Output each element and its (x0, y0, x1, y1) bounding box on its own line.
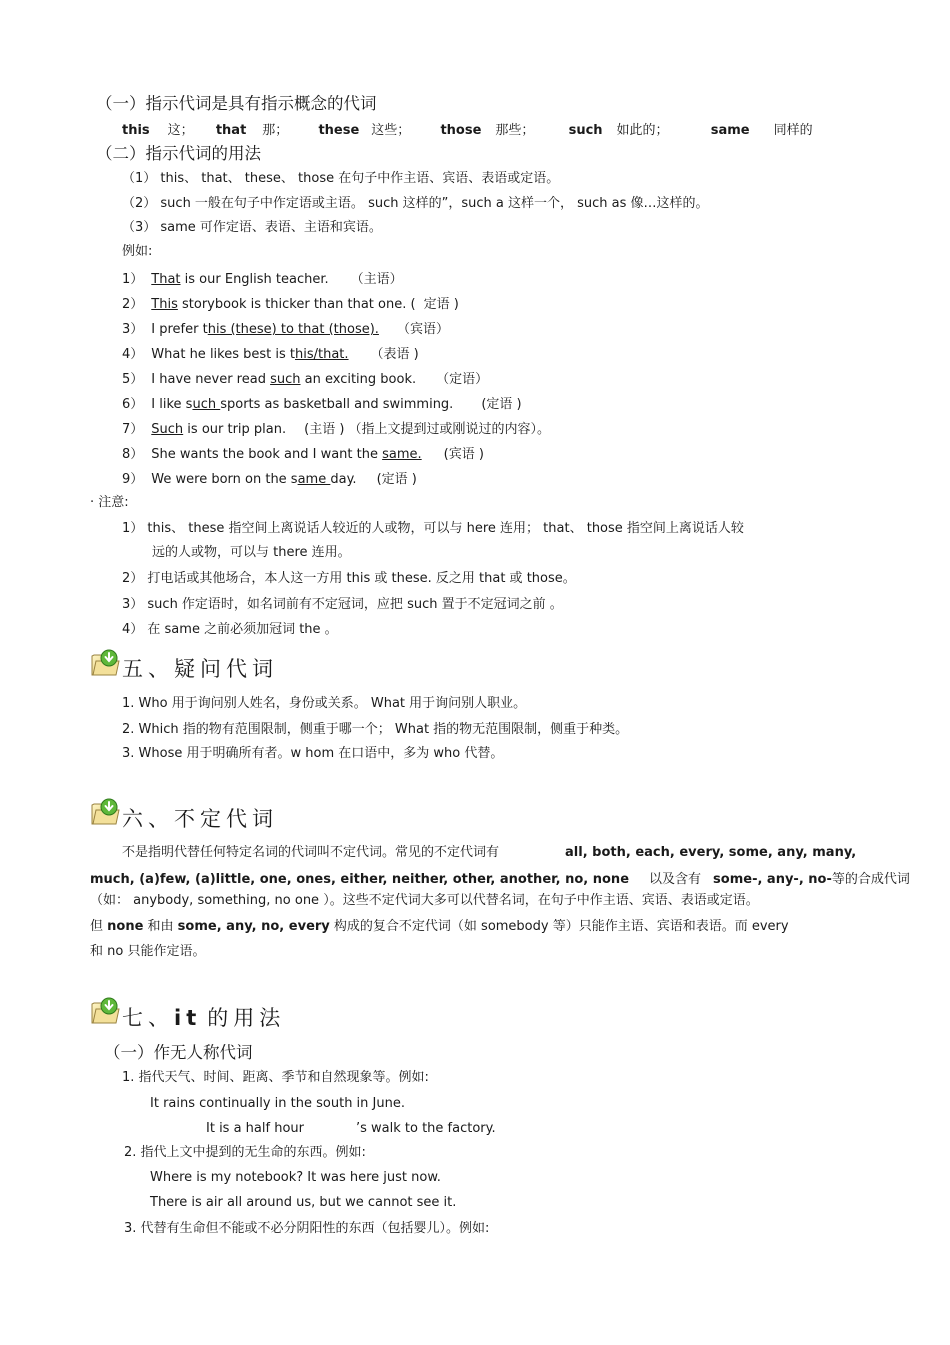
meaning: 同样的 (773, 123, 813, 138)
note-line: 1） this、 these 指空间上离说话人较近的人或物，可以与 here 连用； that、 those 指空间上离说话人较 (122, 521, 744, 536)
example-sentence: 5） I have never read such an exciting book. （定语） (122, 372, 489, 387)
note-line: 2） 打电话或其他场合，本人这一方用 this 或 these. 反之用 that 或 those。 (122, 571, 576, 586)
example-sentence: 9） We were born on the same day. (定语 ) (122, 472, 417, 487)
example-sentence: It rains continually in the south in June. (150, 1096, 405, 1111)
example-sentence: 7） Such is our trip plan. (主语 ) （指上文提到过或刚说过的内容）。 (122, 422, 551, 437)
paragraph-line: （如： anybody, something, no one ）。这些不定代词大多可以代替名词，在句子中作主语、宾语、表语或定语。 (90, 893, 759, 908)
note-line: 3） such 作定语时，如名词前有不定冠词，应把 such 置于不定冠词之前 。 (122, 597, 563, 612)
example-sentence: There is air all around us, but we cannot see it. (150, 1195, 457, 1210)
example-sentence: 2） This storybook is thicker than that one. ( 定语 ) (122, 297, 459, 312)
example-sentence: 4） What he likes best is this/that. （表语 ) (122, 347, 419, 362)
example-sentence: Where is my notebook? It was here just now. (150, 1170, 441, 1185)
usage-line: （2） such 一般在句子中作定语或主语。 such 这样的”，such a 这样一个， such as 像…这样的。 (122, 196, 709, 211)
usage-line: （3） same 可作定语、表语、主语和宾语。 (122, 220, 382, 235)
section-2-title: （二）指示代词的用法 (96, 144, 261, 163)
word: that (215, 123, 247, 138)
example-sentence: 1） That is our English teacher. （主语） (122, 272, 403, 287)
section-6-title: 六、不定代词 (122, 807, 278, 831)
list-item: 3. 代替有生命但不能或不必分阴阳性的东西（包括婴儿）。例如: (124, 1221, 490, 1236)
paragraph-line: 不是指明代替任何特定名词的代词叫不定代词。常见的不定代词有 all, both, each, every, some, any, many, (122, 845, 857, 860)
meaning: 那； (262, 123, 289, 138)
demonstrative-list (122, 122, 813, 140)
list-item: 2. 指代上文中提到的无生命的东西。例如: (124, 1145, 366, 1160)
example-sentence: 6） I like such sports as basketball and swimming. (定语 ) (122, 397, 522, 412)
paragraph-line: much, (a)few, (a)little, one, ones, either, neither, other, another, no, none 以及含有 some-, any-, no-等的合成代词 (90, 872, 910, 887)
example-sentence: 3） I prefer this (these) to that (those). （宾语） (122, 322, 449, 337)
list-item: 2. Which 指的物有范围限制，侧重于哪一个； What 指的物无范围限制，侧重于种类。 (122, 722, 629, 737)
section-5-title: 五、疑问代词 (122, 657, 278, 681)
word: these (318, 123, 360, 138)
meaning: 那些； (495, 123, 535, 138)
paragraph-line: 但 none 和由 some, any, no, every 构成的复合不定代词（如 somebody 等）只能作主语、宾语和表语。而 every (90, 919, 789, 934)
list-item: 3. Whose 用于明确所有者。w hom 在口语中，多为 who 代替。 (122, 746, 504, 761)
list-item: 1. 指代天气、时间、距离、季节和自然现象等。例如: (122, 1070, 429, 1085)
usage-line: （1） this、 that、 these、 those 在句子中作主语、宾语、表语或定语。 (122, 171, 560, 186)
meaning: 这； (167, 123, 194, 138)
meaning: 这些； (371, 123, 411, 138)
word: such (568, 123, 603, 138)
section-1-title: （一）指示代词是具有指示概念的代词 (96, 94, 377, 113)
word: same (710, 123, 750, 138)
folder-download-icon (90, 797, 120, 827)
note-label: · 注意: (90, 495, 129, 510)
example-sentence: It is a half hour ’s walk to the factory. (206, 1121, 496, 1136)
folder-download-icon (90, 996, 120, 1026)
note-line: 4） 在 same 之前必须加冠词 the 。 (122, 622, 338, 637)
word: this (122, 123, 150, 138)
example-label: 例如: (122, 244, 153, 259)
list-item: 1. Who 用于询问别人姓名，身份或关系。 What 用于询问别人职业。 (122, 696, 527, 711)
paragraph-line: 和 no 只能作定语。 (90, 944, 206, 959)
word: those (440, 123, 482, 138)
meaning: 如此的； (616, 123, 669, 138)
subsection-title: （一）作无人称代词 (104, 1043, 253, 1062)
section-7-title: 七、it 的用法 (122, 1006, 286, 1030)
example-sentence: 8） She wants the book and I want the same. (宾语 ) (122, 447, 484, 462)
folder-download-icon (90, 648, 120, 678)
note-line: 远的人或物，可以与 there 连用。 (152, 545, 351, 560)
